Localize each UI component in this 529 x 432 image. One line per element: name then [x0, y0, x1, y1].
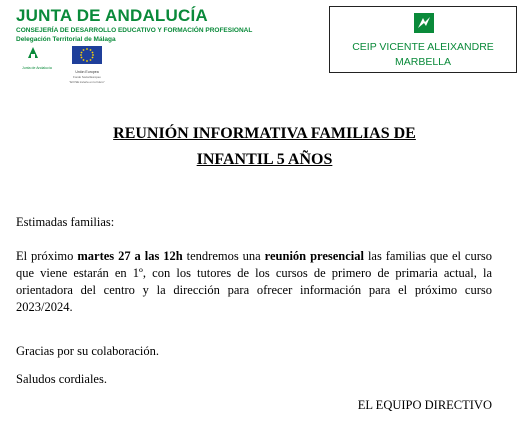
school-name [330, 40, 516, 70]
school-name-line-1: CEIP VICENTE ALEIXANDRE [352, 41, 494, 53]
junta-logo [22, 46, 52, 70]
paragraph-end: las familias que el curso que viene estarán en 1º, con los tutores de los cursos de primero de primaria actual, la orientadora del centro y la dirección para ofrecer información para el próximo curso 2023/2024. [16, 249, 493, 314]
eu-flag-icon [72, 46, 102, 64]
main-paragraph [16, 248, 492, 316]
title-line-2: INFANTIL 5 AÑOS [196, 151, 333, 168]
logo-row [16, 46, 166, 84]
paragraph-mid: tendremos una [182, 249, 265, 263]
thanks-line: Gracias por su colaboración. [16, 344, 159, 358]
org-name: JUNTA DE ANDALUCÍA [16, 6, 208, 25]
title-line-1: REUNIÓN INFORMATIVA FAMILIAS DE [113, 125, 416, 142]
meeting-type: reunión presencial [264, 249, 364, 263]
department-name: CONSEJERÍA DE DESARROLLO EDUCATIVO Y FORMACIÓN PROFESIONAL [16, 27, 253, 34]
junta-logo-caption: Junta de Andalucía [22, 66, 52, 70]
delegation-name: Delegación Territorial de Málaga [16, 36, 116, 43]
eu-logo-caption: Unión Europea [75, 70, 99, 74]
eu-logo [66, 46, 108, 84]
junta-emblem-icon [26, 46, 40, 60]
paragraph-start: El próximo [16, 249, 78, 263]
school-logo-icon [414, 13, 434, 33]
signature: EL EQUIPO DIRECTIVO [357, 398, 492, 412]
greeting: Estimadas familias: [16, 215, 115, 229]
meeting-date: martes 27 a las 12h [77, 249, 183, 263]
closing-line: Saludos cordiales. [16, 372, 107, 386]
school-city: MARBELLA [394, 56, 452, 68]
page-title [0, 121, 529, 173]
eu-logo-subcaption-2: "El FSE invierte en tu futuro" [69, 80, 105, 84]
eu-logo-subcaption: Fondo Social Europeo [73, 75, 101, 79]
letterhead [16, 6, 316, 84]
school-box [329, 6, 517, 73]
